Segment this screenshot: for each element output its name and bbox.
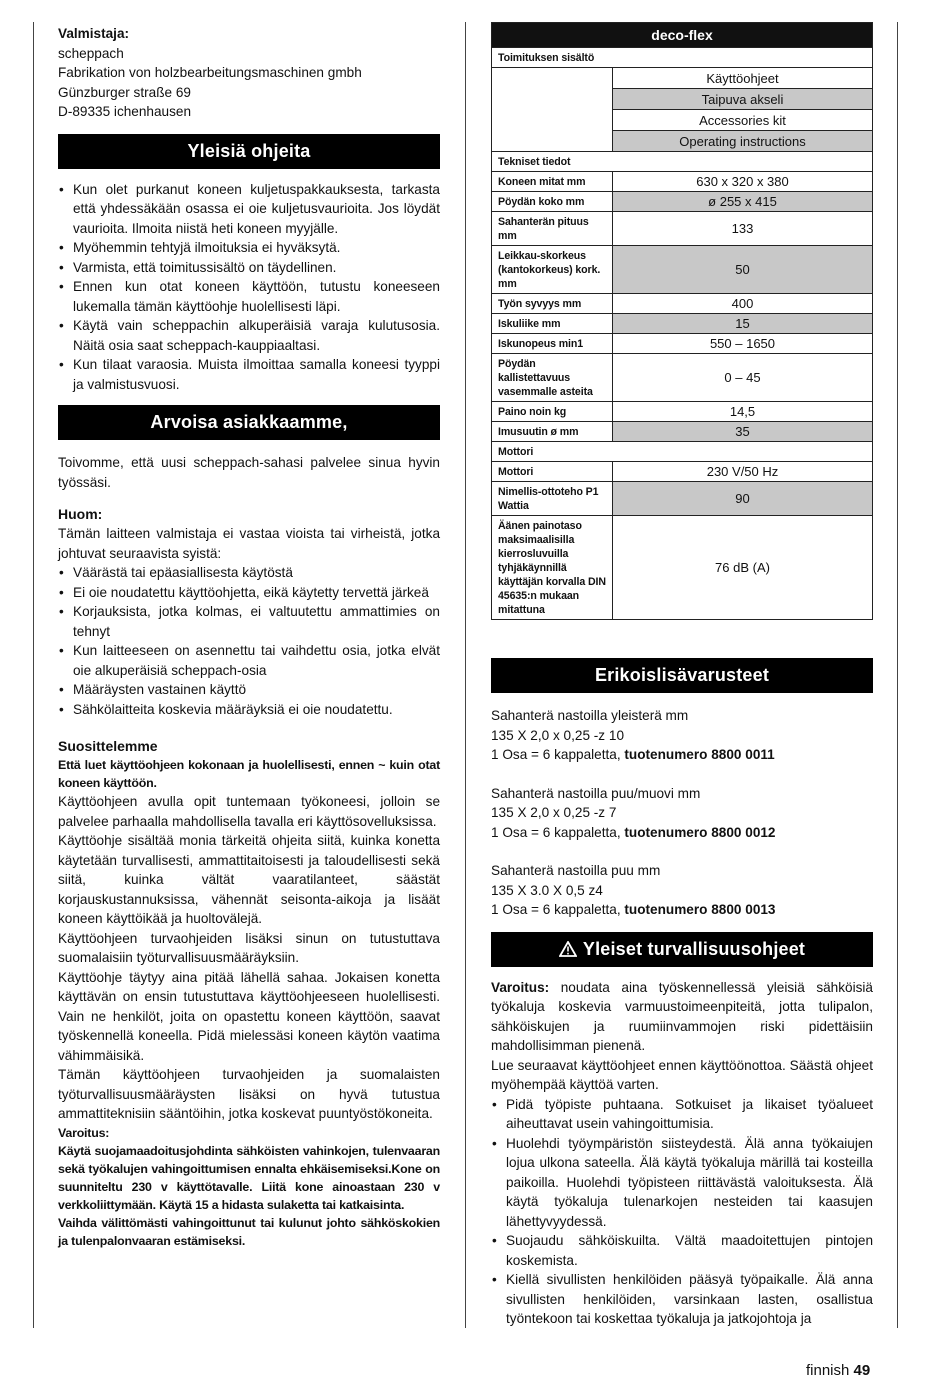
spec-label: Iskunopeus min1 [492, 334, 613, 354]
safety-heading-text: Yleiset turvallisuusohjeet [582, 938, 806, 959]
manufacturer-line: scheppach [58, 45, 124, 61]
spec-label: Leikkau-skorkeus (kantokorkeus) kork. mm [492, 246, 613, 294]
accessory-qty: 1 Osa = 6 kappaletta, [491, 747, 621, 762]
delivery-item: Operating instructions [613, 131, 873, 152]
left-margin-rule [33, 22, 34, 1328]
list-item: • Huolehdi työympäristön siisteydestä. Älä anna työkaiujen lojua ulkona sateella. Älä käytä työkaluja märillä tai kosteilla paikoilla. Huolehdi työpisteen riittävästä valoituksesta. Älä käytä työkaluja tulenarkojen nesteiden tai kaasujen lähettyvyydessä. [491, 1134, 873, 1232]
left-column [58, 22, 440, 1250]
list-item: • Kun olet purkanut koneen kuljetuspakkauksesta, tarkasta että yhdessäkään osassa ei oie kuljetusvaurioita. Jos löydät vaurioita. Ilmoita niistä heti koneen myyjälle. [58, 180, 440, 239]
list-item: • Ei oie noudatettu käyttöohjetta, eikä käytetty tervettä järkeä [58, 583, 440, 603]
safety-warning-text: noudata aina työskennellessä yleisiä sähköisiä työkaluja koskevia varmuustoimeenpiteitä, jotta tulipalon, sähköiskujen ja ruumiinvammojen riski pidettäisiin mahdollisimman pienenä. [491, 979, 873, 1053]
recommend-label: Suosittelemme [58, 738, 158, 754]
accessory-size: 135 X 2,0 x 0,25 -z 10 [491, 727, 625, 743]
customer-heading: Arvoisa asiakkaamme, [58, 405, 440, 440]
accessory-order [491, 823, 873, 843]
spec-value: 630 x 320 x 380 [613, 172, 873, 192]
recommend-paragraph: Käyttöohje täytyy aina pitää lähellä sahaa. Jokaisen konetta käyttävän on ensin tutustuttava käyttöohjeeseen huolellisesti. Vain ne henkilöt, joita on opastettu koneen käyttöön, saavat työskennellä koneella. Pidä mielessäsi koneen käytön vaatima vähimmäisikä. [58, 969, 440, 1063]
delivery-item: Taipuva akseli [613, 89, 873, 110]
safety-warning [491, 978, 873, 1056]
list-item: • Myöhemmin tehtyjä ilmoituksia ei hyväksytä. [58, 238, 440, 258]
right-margin-rule [897, 22, 898, 1328]
recommend-paragraph: Käyttöohje sisältää monia tärkeitä ohjeita siitä, kuinka konetta käytetään turvallisesti, ammattitaitoisesti ja taloudellisesti sekä siitä, kuinka vältät vaaratilanteet, säästät korjauskustannuksissa, vähennät seisonta-aikoja ja lisäät koneen käyttöikää ja huoltovälejä. [58, 833, 440, 926]
accessory-name: Sahanterä nastoilla yleisterä mm [491, 708, 689, 723]
accessory-part-number: tuotenumero 8800 0013 [624, 902, 776, 917]
accessory-name: Sahanterä nastoilla puu/muovi mm [491, 785, 701, 801]
safety-list [491, 1095, 873, 1329]
spec-label: Pöydän koko mm [492, 192, 613, 212]
note-label: Huom: [58, 506, 103, 522]
note-list [58, 563, 440, 719]
spec-value: 15 [613, 314, 873, 334]
spec-value: 90 [613, 482, 873, 516]
spec-label: Paino noin kg [492, 402, 613, 422]
spec-label: Koneen mitat mm [492, 172, 613, 192]
page-footer [806, 1362, 870, 1379]
list-item: • Väärästä tai epäasiallisesta käytöstä [58, 563, 440, 583]
accessory-item [491, 861, 873, 920]
manufacturer-block [58, 24, 440, 122]
accessory-qty: 1 Osa = 6 kappaletta, [491, 824, 621, 840]
warning-triangle-icon [559, 941, 577, 957]
spec-label: Äänen painotaso maksimaalisilla kierrosluvuilla tyhjäkäynnillä käyttäjän korvalla DIN 45635:n mukaan mitattuna [492, 516, 613, 620]
footer-language: finnish [806, 1362, 850, 1379]
accessory-qty: 1 Osa = 6 kappaletta, [491, 902, 621, 917]
general-instructions-heading: Yleisiä ohjeita [58, 134, 440, 169]
delivery-item: Accessories kit [613, 110, 873, 131]
manufacturer-label: Valmistaja: [58, 26, 130, 41]
list-item: • Kun tilaat varaosia. Muista ilmoittaa samalla koneesi tyyppi ja valmistusvuosi. [58, 355, 440, 394]
accessory-size: 135 X 3.0 X 0,5 z4 [491, 882, 603, 898]
delivery-blank-cell [492, 68, 613, 152]
spec-table-model: deco-flex [492, 23, 873, 48]
accessory-size: 135 X 2,0 x 0,25 -z 7 [491, 805, 617, 820]
spec-value: 133 [613, 212, 873, 246]
column-divider-rule [465, 22, 466, 1328]
recommend-bold-text: Että luet käyttöohjeen kokonaan ja huolellisesti, ennen ~ kuin otat koneen käyttöön. [58, 758, 440, 790]
recommend-paragraph: Käyttöohjeen avulla opit tuntemaan työkoneesi, jolloin se palvelee parhaalla mahdollisella tavalla eri käyttösovelluksissa. [58, 794, 440, 829]
list-item: • Käytä vain scheppachin alkuperäisiä varaja kulutusosia. Näitä osia saat scheppach-kauppiaaltasi. [58, 316, 440, 355]
list-item: • Kiellä sivullisten henkilöiden pääsyä työpaikalle. Älä anna sivullisten henkilöiden, varsinkaan lasten, osallistua työntekoon tai koskettaa työkaluja ja jatkojohtoja ja [491, 1270, 873, 1329]
list-item: • Määräysten vastainen käyttö [58, 680, 440, 700]
spec-label: Iskuliike mm [492, 314, 613, 334]
list-item: • Ennen kun otat koneen käyttöön, tutustu koneeseen lukemalla tämän käyttöohje huolellisesti läpi. [58, 277, 440, 316]
accessory-part-number: tuotenumero 8800 0011 [624, 747, 775, 762]
spec-label: Sahanterän pituus mm [492, 212, 613, 246]
spec-label: Nimellis-ottoteho P1 Wattia [492, 482, 613, 516]
warning-text: Käytä suojamaadoitusjohdinta sähköisten vahinkojen, tulenvaaran sekä työkalujen vahingoittumisen ennalta ehkäisemiseksi.Kone on suunniteltu 230 v käyttötavalle. Liitä kone ainoastaan 230 v verkkoliittymään. Käytä 15 a hidasta sulaketta tai katkaisinta. [58, 1143, 440, 1212]
spec-label: Pöydän kallistettavuus vasemmalle asteita [492, 354, 613, 402]
general-instructions-list [58, 180, 440, 395]
spec-value: 230 V/50 Hz [613, 462, 873, 482]
recommend-paragraph: Tämän käyttöohjeen turvaohjeiden ja suomalaisten työturvallisuusmääräysten lisäksi on hyvä tutustua ammattiteknisiin sääntöihin, jotka koskevat puuntyöstökoneita. [58, 1067, 440, 1121]
accessory-name: Sahanterä nastoilla puu mm [491, 863, 661, 878]
list-item: • Korjauksista, jotka kolmas, ei valtuutettu ammattimies on tehnyt [58, 602, 440, 641]
warning-text: Vaihda välittömästi vahingoittunut tai kulunut johto sähköskokien ja tulenpalonvaaran estämiseksi. [58, 1215, 440, 1248]
motor-section-label: Mottori [492, 442, 873, 462]
manufacturer-line: D-89335 ichenhausen [58, 104, 192, 119]
delivery-label: Toimituksen sisältö [492, 48, 873, 68]
spec-value: 35 [613, 422, 873, 442]
spec-value: 550 – 1650 [613, 334, 873, 354]
spec-table [491, 22, 873, 620]
spec-value: 76 dB (A) [613, 516, 873, 620]
recommend-paragraph: Käyttöohjeen turvaohjeiden lisäksi sinun on tutustuttava suomalaisiin työturvallisuusmääräyksiin. [58, 930, 440, 965]
page-number: 49 [853, 1362, 871, 1379]
manufacturer-line: Günzburger straße 69 [58, 84, 191, 100]
accessory-order [491, 745, 873, 765]
spec-value: 50 [613, 246, 873, 294]
accessories-heading: Erikoislisävarusteet [491, 658, 873, 693]
manufacturer-line: Fabrikation von holzbearbeitungsmaschinen gmbh [58, 65, 362, 80]
accessory-item [491, 706, 873, 765]
warning-label: Varoitus: [58, 1125, 110, 1140]
list-item: • Pidä työpiste puhtaana. Sotkuiset ja likaiset työalueet aiheuttavat usein vahingoittumisia. [491, 1095, 873, 1134]
spec-label: Työn syvyys mm [492, 294, 613, 314]
list-item: • Suojaudu sähköiskuilta. Vältä maadoitettujen pintojen koskemista. [491, 1231, 873, 1270]
list-item: • Varmista, että toimitussisältö on täydellinen. [58, 258, 440, 278]
list-item: • Sähkölaitteita koskevia määräyksiä ei oie noudatettu. [58, 700, 440, 720]
accessory-order [491, 900, 873, 920]
safety-heading [491, 932, 873, 967]
tech-label: Tekniset tiedot [492, 152, 873, 172]
list-item: • Kun laitteeseen on asennettu tai vaihdettu osia, jotka elvät oie alkuperäisiä scheppach-osia [58, 641, 440, 680]
safety-read-text: Lue seuraavat käyttöohjeet ennen käyttöönottoa. Säästä ohjeet myöhempää käyttöä varten. [491, 1057, 873, 1092]
spec-value: 400 [613, 294, 873, 314]
right-column [491, 22, 873, 1329]
delivery-item: Käyttöohjeet [613, 68, 873, 89]
safety-warning-label: Varoitus: [491, 979, 550, 995]
spec-label: Mottori [492, 462, 613, 482]
spec-value: 0 – 45 [613, 354, 873, 402]
accessory-item [491, 784, 873, 843]
spec-value: 14,5 [613, 402, 873, 422]
accessory-part-number: tuotenumero 8800 0012 [624, 824, 776, 840]
customer-intro: Toivomme, että uusi scheppach-sahasi palvelee sinua hyvin työssäsi. [58, 455, 440, 490]
spec-value: ø 255 x 415 [613, 192, 873, 212]
note-text: Tämän laitteen valmistaja ei vastaa vioista tai virheistä, jotka johtuvat seuraavista syistä: [58, 526, 440, 561]
spec-label: Imusuutin ø mm [492, 422, 613, 442]
